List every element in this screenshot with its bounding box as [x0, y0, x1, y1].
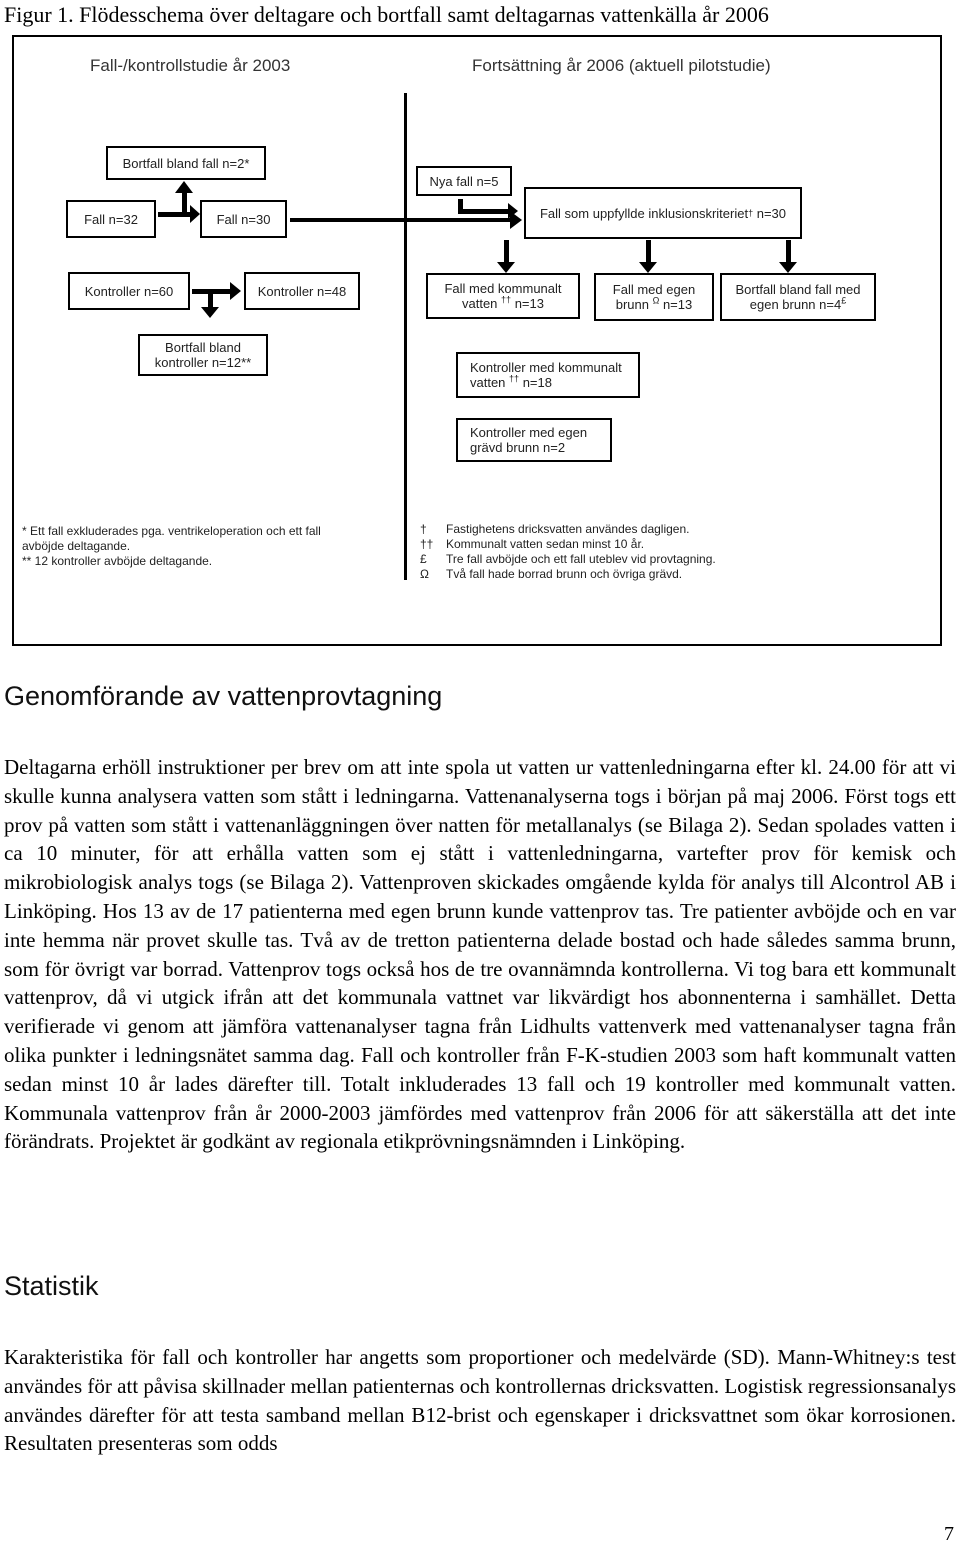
fall-egen-count: n=13	[662, 297, 693, 312]
omega-symbol: Ω	[652, 295, 660, 306]
bortfall-egen-label: egen brunn n=4	[749, 297, 842, 312]
box-kontroller-kommunalt	[456, 352, 640, 398]
fall-egen-line1: Fall med egen	[612, 282, 696, 297]
footnote-pound	[420, 552, 800, 567]
kontroller-egen-line1: Kontroller med egen	[470, 425, 588, 440]
fall-egen-brunn: brunn	[615, 297, 649, 312]
double-dagger-symbol: ††	[509, 373, 520, 384]
box-kontroller-egen-brunn	[456, 418, 612, 462]
figure-title: Figur 1. Flödesschema över deltagare och bortfall samt deltagarnas vattenkälla år 2006	[4, 2, 769, 27]
footnote-text: Tre fall avböjde och ett fall uteblev vid provtagning.	[446, 552, 716, 566]
fall-kommunalt-line1: Fall med kommunalt	[444, 281, 562, 296]
footnotes-right	[420, 522, 800, 582]
fall-kommunalt-line2	[444, 296, 561, 311]
double-dagger-symbol: ††	[420, 537, 434, 551]
fall-kommunalt-count: n=13	[514, 296, 544, 311]
fall-kommunalt-vatten: vatten	[462, 296, 498, 311]
footnote-double-dagger	[420, 537, 800, 552]
double-dagger-symbol: ††	[501, 294, 512, 305]
box-fall-kommunalt	[426, 273, 580, 319]
footnote-text: Två fall hade borrad brunn och övriga grävd.	[446, 567, 683, 581]
fall-egen-line2	[613, 297, 695, 312]
box-inklusion: Fall som uppfyllde inklusionskriteriet † n=30	[524, 187, 802, 239]
box-nya-fall: Nya fall n=5	[416, 166, 512, 196]
kontroller-kommunalt-line2	[470, 375, 622, 390]
box-bortfall-kontroller	[138, 334, 268, 376]
box-bortfall-fall: Bortfall bland fall n=2*	[106, 146, 266, 180]
box-bortfall-egen-brunn	[720, 273, 876, 321]
kontroller-egen-line2: grävd brunn n=2	[470, 440, 566, 455]
section-heading-genomforande: Genomförande av vattenprovtagning	[4, 681, 443, 711]
footnote-text: Kommunalt vatten sedan minst 10 år.	[446, 537, 645, 551]
arrow-head-down-icon	[639, 262, 657, 273]
fall-kommunalt-text	[444, 281, 561, 311]
arrow-head-down-icon	[201, 307, 219, 318]
bortfall-kontroller-line2: kontroller n=12**	[154, 355, 252, 370]
arrow-kontroller-vertical	[208, 289, 213, 309]
footnote-left-line: * Ett fall exkluderades pga. ventrikeloperation och ett fall	[22, 524, 321, 538]
page-number: 7	[944, 1523, 954, 1545]
pound-symbol: £	[841, 295, 847, 306]
arrow-head-right-icon	[190, 205, 200, 223]
paragraph-genomforande: Deltagarna erhöll instruktioner per brev om att inte spola ut vatten ur vattenledningarna efter kl. 24.00 för att vi skulle kunna analysera vatten som stått i ledningarna. Vattenanalyserna togs i början på maj 2006. Först togs ett prov på vatten som stått i vattenanläggningen över natten för metallanalys (se Bilaga 2). Sedan spolades vatten i ca 10 minuter, för att erhålla vatten som ej stått i vattenledningarna, vartefter prov för kemisk och mikrobiologisk analys togs (se Bilaga 2). Vattenproven skickades omgående kylda för analys till Alcontrol AB i Linköping. Hos 13 av de 17 patienterna med egen brunn kunde vattenprov tas. Tre patienter avböjde och en var inte hemma när provet skulle tas. Två av de tretton patienterna delade bostad och hade således samma brunn, som för övrigt var borrad. Vattenprov togs också hos de tre ovannämnda kontrollerna. Vi tog bara ett kommunalt vattenprov, då vi utgick ifrån att det kommunala vattnet var likvärdigt hos abonnenterna i samhället. Detta verifierade vi genom att jämföra vattenanalyser tagna från Lidhults vattenverk med vattenanalyser tagna från olika punkter i ledningsnätet samma dag. Fall och kontroller från F-K-studien 2003 som haft kommunalt vatten sedan minst 10 år lades därefter till. Totalt inkluderades 13 fall och 19 kontroller med kommunalt vatten. Kommunala vattenprov från år 2000-2003 jämfördes med vattenprov från 2006 för att säkerställa att det inte förändrats. Projektet är godkänt av regionala etikprövningsnämnden i Linköping.	[4, 755, 956, 1154]
right-study-heading: Fortsättning år 2006 (aktuell pilotstudie)	[472, 56, 771, 75]
omega-symbol: Ω	[420, 567, 429, 581]
inklusion-label: Fall som uppfyllde inklusionskriteriet	[539, 205, 749, 221]
arrow-down-shaft	[646, 240, 651, 264]
arrow-nya-fall-horizontal	[458, 209, 510, 214]
paragraph-statistik: Karakteristika för fall och kontroller har angetts som proportioner och medelvärde (SD). Mann-Whitney:s test användes för att påvisa skillnader mellan patienternas och kontrollernas dricksvatten. Logistisk regressionsanalys användes därefter för att testa samband mellan B12-brist och egenskaper i dricksvattnet som ökar korrosionen. Resultaten presenteras som odds	[4, 1345, 956, 1456]
arrow-down-shaft	[504, 240, 509, 264]
fall-egen-text	[613, 282, 695, 312]
box-fall-30: Fall n=30	[200, 200, 287, 238]
inklusion-count: n=30	[756, 205, 787, 221]
study-divider-line	[404, 93, 407, 580]
arrow-head-down-icon	[779, 262, 797, 273]
bortfall-egen-line1: Bortfall bland fall med	[735, 282, 861, 297]
arrow-down-shaft	[786, 240, 791, 264]
box-kontroller-60: Kontroller n=60	[68, 272, 190, 310]
pound-symbol: £	[420, 552, 427, 566]
kontroller-kommunalt-text	[470, 360, 622, 390]
bortfall-kontroller-text	[155, 340, 251, 370]
kontroller-egen-text	[470, 425, 587, 455]
kontroller-kommunalt-line1: Kontroller med kommunalt	[470, 360, 622, 375]
section-heading-statistik: Statistik	[4, 1271, 99, 1301]
footnote-left-line: avböjde deltagande.	[22, 539, 131, 553]
box-fall-32: Fall n=32	[66, 200, 156, 238]
footnote-omega	[420, 567, 800, 582]
footnote-dagger	[420, 522, 800, 537]
arrow-head-up-icon	[175, 181, 193, 193]
dagger-symbol: †	[420, 522, 427, 536]
kontroller-kommunalt-count: n=18	[522, 375, 552, 390]
footnote-left-line: ** 12 kontroller avböjde deltagande.	[22, 554, 213, 568]
bortfall-egen-line2	[735, 297, 860, 312]
arrow-head-right-icon	[230, 282, 241, 300]
box-kontroller-48: Kontroller n=48	[244, 272, 360, 310]
box-fall-egen-brunn	[594, 273, 714, 321]
arrow-head-right-icon	[508, 203, 518, 219]
footnote-text: Fastighetens dricksvatten användes dagligen.	[446, 522, 690, 536]
arrow-head-down-icon	[497, 262, 515, 273]
arrow-long-horizontal	[290, 218, 512, 222]
bortfall-kontroller-line1: Bortfall bland	[165, 340, 241, 355]
bortfall-egen-text	[735, 282, 860, 312]
kontroller-kommunalt-vatten: vatten	[470, 375, 506, 390]
left-study-heading: Fall-/kontrollstudie år 2003	[90, 56, 291, 75]
footnotes-left	[22, 524, 382, 569]
